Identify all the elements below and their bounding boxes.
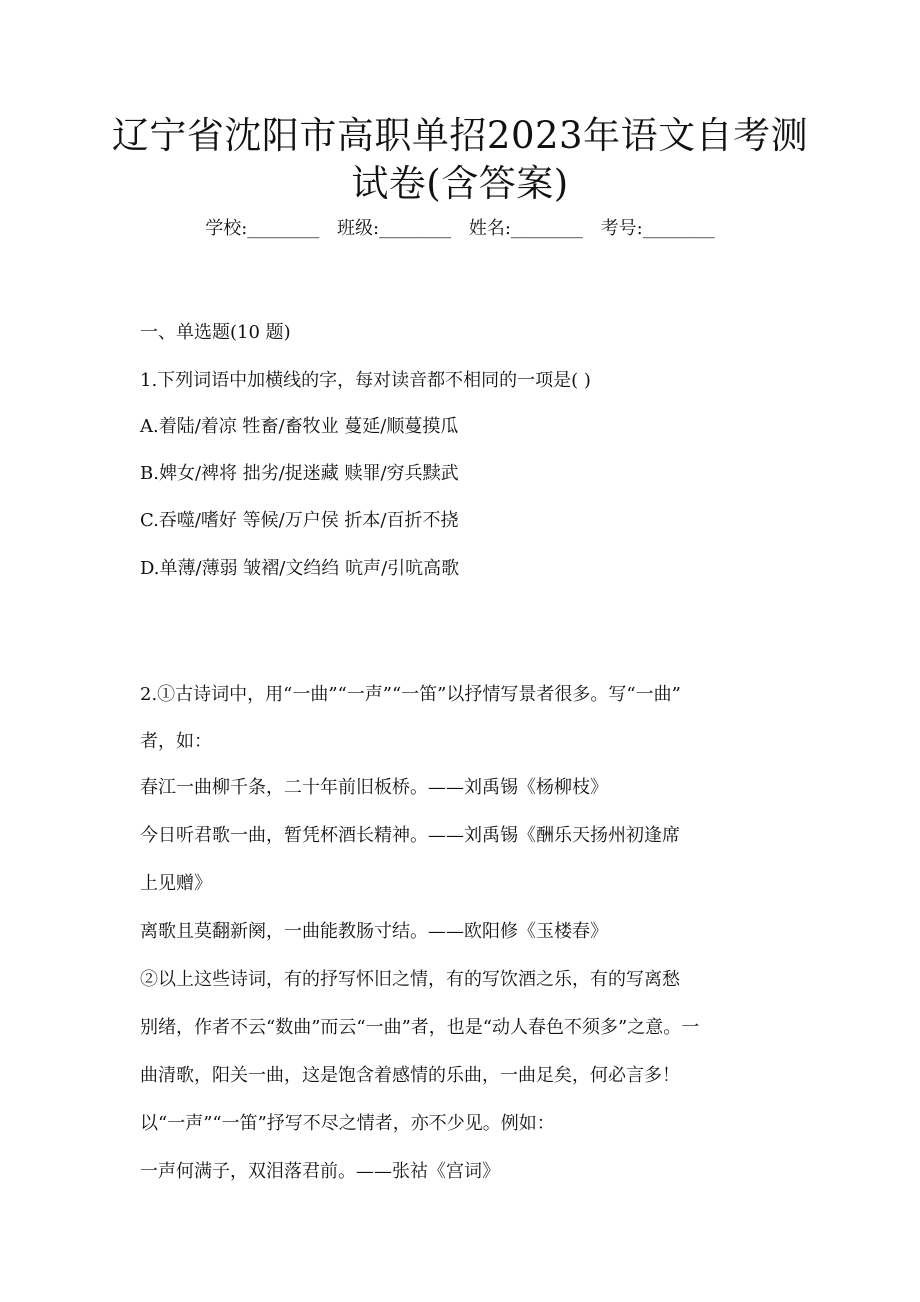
exam-number-field: 考号:________: [600, 218, 715, 239]
question-2-line: ②以上这些诗词，有的抒写怀旧之情，有的写饮酒之乐，有的写离愁: [140, 969, 680, 990]
question-2-line: 离歌且莫翻新阕，一曲能教肠寸结。——欧阳修《玉楼春》: [140, 921, 608, 942]
question-1-option-d: D.单薄/薄弱 皱褶/文绉绉 吭声/引吭高歌: [140, 558, 460, 579]
question-2-line: 今日听君歌一曲，暂凭杯酒长精神。——刘禹锡《酬乐天扬州初逢席: [140, 825, 680, 846]
question-1-option-c: C.吞噬/嗜好 等候/万户侯 折本/百折不挠: [140, 510, 459, 531]
title-line-2: 试卷(含答案): [351, 162, 569, 205]
question-2-line: 2.①古诗词中，用“一曲”“一声”“一笛”以抒情写景者很多。写“一曲”: [140, 684, 681, 705]
question-1-stem: 1.下列词语中加横线的字，每对读音都不相同的一项是( ): [140, 370, 591, 391]
question-1-option-b: B.婢女/裨将 拙劣/捉迷藏 赎罪/穷兵黩武: [140, 463, 459, 484]
title-line-1: 辽宁省沈阳市高职单招2023年语文自考测: [111, 114, 809, 157]
section-heading: 一、单选题(10 题): [140, 322, 291, 343]
question-2-line: 曲清歌，阳关一曲，这是饱含着感情的乐曲，一曲足矣，何必言多！: [140, 1065, 680, 1086]
document-title: [100, 112, 820, 208]
student-info-fields: [0, 214, 920, 240]
question-2-line: 春江一曲柳千条，二十年前旧板桥。——刘禹锡《杨柳枝》: [140, 777, 608, 798]
question-2-line: 者，如：: [140, 731, 212, 752]
school-field: 学校:________: [205, 218, 320, 239]
question-2-line: 别绪，作者不云“数曲”而云“一曲”者，也是“动人春色不须多”之意。一: [140, 1017, 700, 1038]
question-2-line: 一声何满子，双泪落君前。——张祜《宫词》: [140, 1161, 500, 1182]
class-field: 班级:________: [337, 218, 452, 239]
question-2-line: 上见赠》: [140, 873, 212, 894]
question-2-line: 以“一声”“一笛”抒写不尽之情者，亦不少见。例如：: [140, 1113, 555, 1134]
question-1-option-a: A.着陆/着凉 牲畜/畜牧业 蔓延/顺蔓摸瓜: [140, 416, 459, 437]
name-field: 姓名:________: [468, 218, 583, 239]
